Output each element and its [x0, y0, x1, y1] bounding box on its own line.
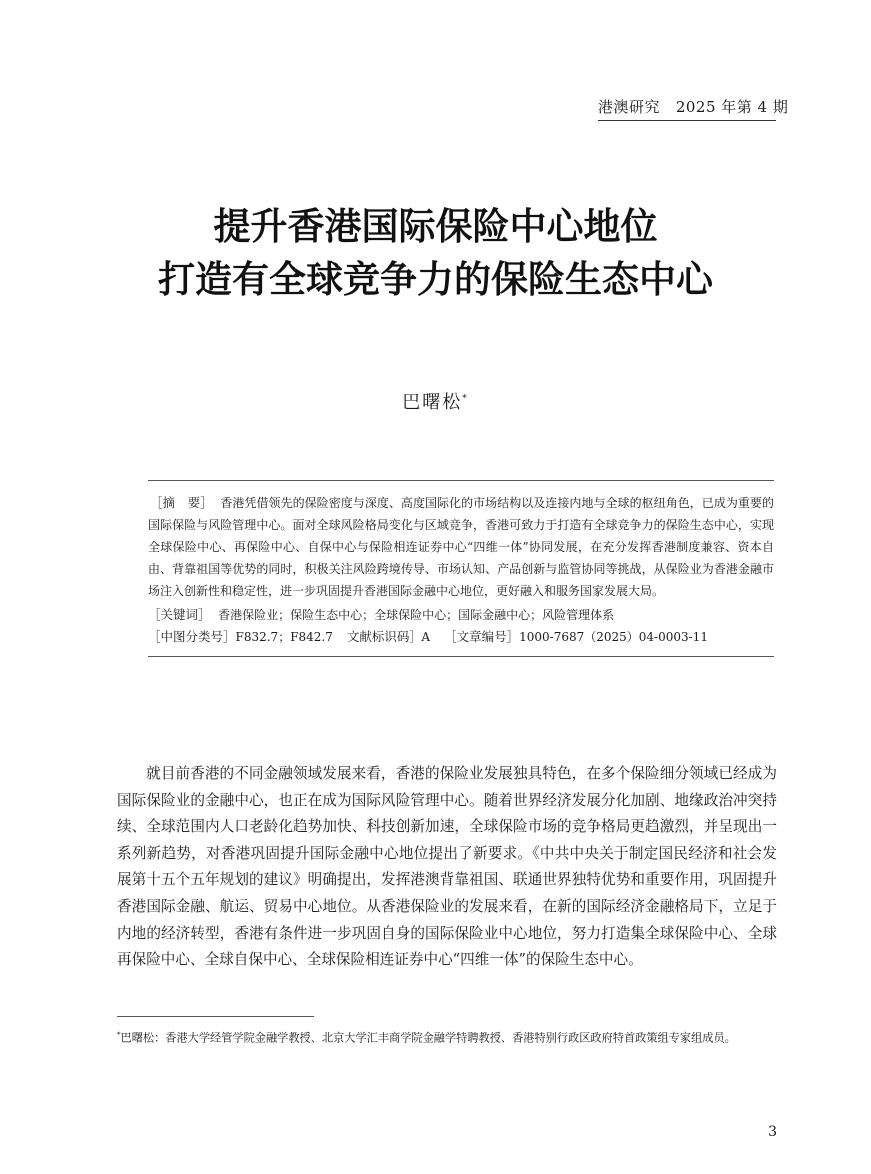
- doc-code-value: ］A: [409, 630, 431, 644]
- article-title: [60, 200, 811, 306]
- article-no-label: ［文章编号］: [444, 629, 520, 644]
- page-number: 3: [768, 1124, 777, 1140]
- keywords-line: [148, 604, 774, 626]
- title-line-1: 提升香港国际保险中心地位: [213, 205, 658, 248]
- abstract-paragraph: [148, 492, 774, 602]
- abstract-label: ［摘 要］: [150, 495, 213, 510]
- footnote-mark: *: [117, 1031, 121, 1039]
- author-byline: [0, 388, 871, 414]
- keywords-text: 香港保险业；保险生态中心；全球保险中心；国际金融中心；风险管理体系: [218, 608, 615, 622]
- abstract-text: 香港凭借领先的保险密度与深度、高度国际化的市场结构以及连接内地与全球的枢纽角色，已成为重要的国际保险与风险管理中心。面对全球风险格局变化与区域竞争，香港可致力于打造有全球竞争力的保险生态中心，实现全球保险中心、再保险中心、自保中心与保险相连证券中心“四维一体”协同发展，在充分发挥香港制度兼容、资本自由、背靠祖国等优势的同时，积极关注风险跨境传导、市场认知、产品创新与监管协同等挑战，从保险业为香港金融市场注入创新性和稳定性，进一步巩固提升香港国际金融中心地位，更好融入和服务国家发展大局。: [148, 496, 774, 598]
- title-line-2: 打造有全球竞争力的保险生态中心: [158, 258, 713, 301]
- clc-value: F832.7；F842.7: [235, 630, 333, 644]
- footnote-divider: [117, 1016, 314, 1017]
- doc-code-label: 文献标识码: [346, 629, 410, 644]
- keywords-label: ［关键词］: [148, 607, 211, 622]
- clc-label: ［中图分类号］: [148, 629, 236, 644]
- journal-header: [598, 96, 789, 121]
- author-footnote: [117, 1025, 777, 1049]
- issue-label: 2025 年第 4 期: [675, 98, 789, 116]
- author-footnote-mark: *: [462, 394, 469, 404]
- journal-name: 港澳研究: [598, 98, 661, 116]
- classification-line: [148, 626, 774, 648]
- article-no-value: 1000-7687（2025）04-0003-11: [519, 630, 708, 644]
- abstract-section: [148, 480, 774, 657]
- body-text: [117, 761, 777, 974]
- author-name: 巴曙松: [402, 392, 463, 413]
- body-paragraph-1: 就目前香港的不同金融领域发展来看，香港的保险业发展独具特色，在多个保险细分领域已经成为国际保险业的金融中心，也正在成为国际风险管理中心。随着世界经济发展分化加剧、地缘政治冲突持续、全球范围内人口老龄化趋势加快、科技创新加速，全球保险市场的竞争格局更趋激烈，并呈现出一系列新趋势，对香港巩固提升国际金融中心地位提出了新要求。《中共中央关于制定国民经济和社会发展第十五个五年规划的建议》明确提出，发挥港澳背靠祖国、联通世界独特优势和重要作用，巩固提升香港国际金融、航运、贸易中心地位。从香港保险业的发展来看，在新的国际经济金融格局下，立足于内地的经济转型，香港有条件进一步巩固自身的国际保险业中心地位，努力打造集全球保险中心、全球再保险中心、全球自保中心、全球保险相连证券中心“四维一体”的保险生态中心。: [117, 765, 777, 969]
- footnote-text: 巴曙松：香港大学经管学院金融学教授、北京大学汇丰商学院金融学特聘教授、香港特别行政区政府特首政策组专家组成员。: [120, 1031, 736, 1045]
